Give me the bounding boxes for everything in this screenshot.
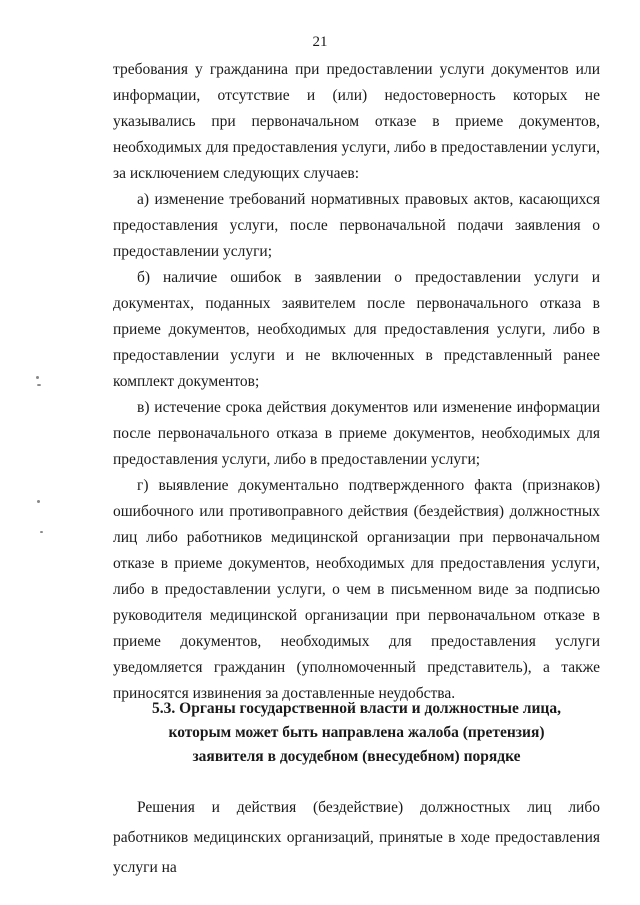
scan-speck: [36, 376, 39, 379]
section-heading: [113, 697, 600, 769]
page-number: 21: [312, 34, 328, 50]
paragraph-item-b: б) наличие ошибок в заявлении о предоставлении услуги и документах, поданных заявителем после первоначального отказа в приеме документов, необходимых для предоставления услуги, либо в предоставлении услуги и не включенных в представленный ранее комплект документов;: [113, 269, 600, 390]
scan-speck: [37, 384, 41, 386]
paragraph-item-v: в) истечение срока действия документов или изменение информации после первоначального отказа в приеме документов, необходимых для предоставления услуги, либо в предоставлении услуги;: [113, 399, 600, 468]
body-text: [113, 57, 600, 707]
paragraph-item-a: а) изменение требований нормативных правовых актов, касающихся предоставления услуги, после первоначальной подачи заявления о предоставлении услуги;: [113, 191, 600, 260]
paragraph-intro: требования у гражданина при предоставлении услуги документов или информации, отсутствие и (или) недостоверность которых не указывались при первоначальном отказе в приеме документов, необходимых для предоставления услуги, либо в предоставлении услуги, за исключением следующих случаев:: [113, 61, 600, 182]
scan-speck: [37, 500, 40, 503]
paragraph-closing: Решения и действия (бездействие) должностных лиц либо работников медицинских организаций, принятые в ходе предоставления услуги на: [113, 799, 600, 876]
heading-line: заявителя в досудебном (внесудебном) порядке: [192, 748, 521, 765]
scan-speck: [40, 531, 43, 533]
heading-line: 5.3. Органы государственной власти и должностные лица,: [152, 700, 561, 717]
paragraph-item-g: г) выявление документально подтвержденного факта (признаков) ошибочного или противоправного действия (бездействия) должностных лиц либо работников медицинской организации при первоначальном отказе в приеме документов, необходимых для предоставления услуги, либо в предоставлении услуги, о чем в письменном виде за подписью руководителя медицинской организации при первоначальном отказе в приеме документов, необходимых для предоставления услуги уведомляется гражданин (уполномоченный представитель), а также приносятся извинения за доставленные неудобства.: [113, 477, 600, 702]
heading-line: которым может быть направлена жалоба (претензия): [168, 724, 545, 741]
